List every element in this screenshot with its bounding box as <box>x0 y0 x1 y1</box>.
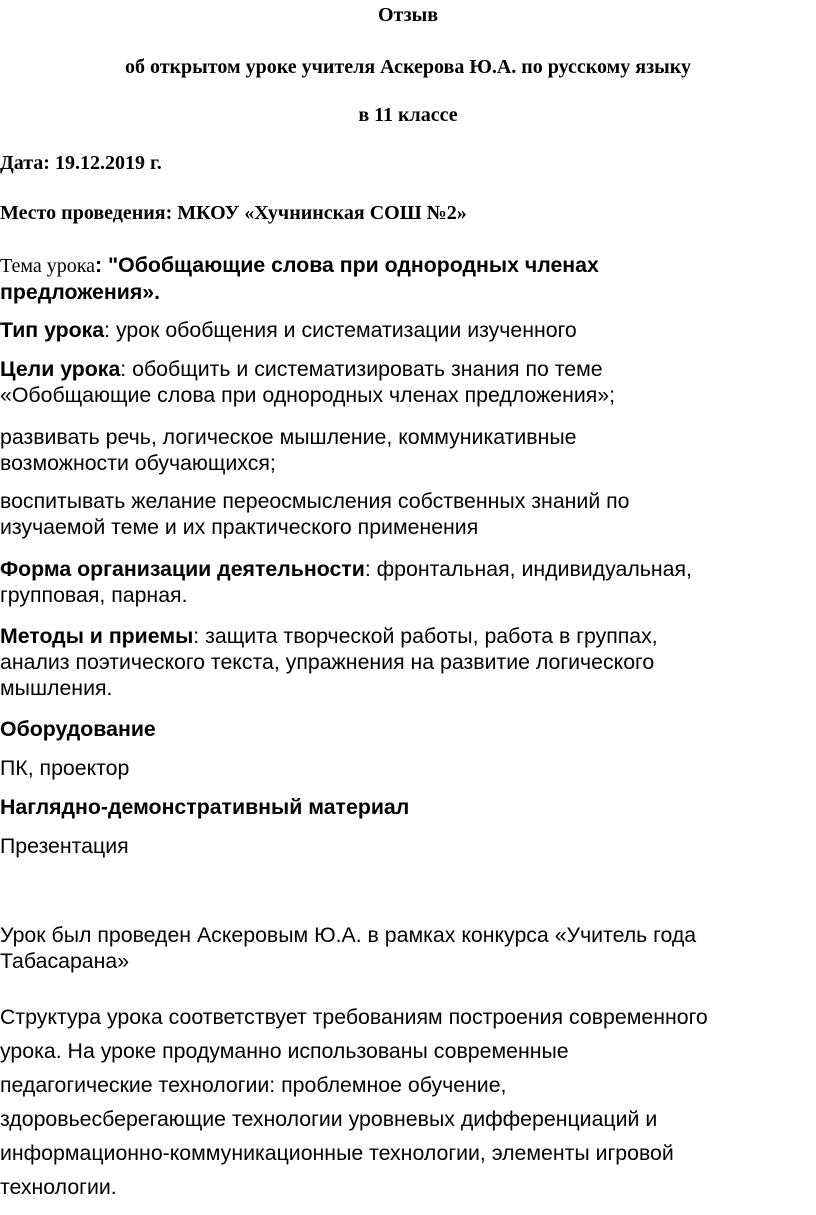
review-paragraph-1 <box>0 922 816 974</box>
form-line2: групповая, парная. <box>0 583 188 607</box>
lesson-goals <box>0 356 816 408</box>
methods-line3: мышления. <box>0 676 113 700</box>
document-class-line: в 11 классе <box>358 104 458 126</box>
methods <box>0 623 816 701</box>
topic-text-line1: "Обобщающие слова при однородных членах <box>102 253 599 277</box>
lesson-topic <box>0 252 816 305</box>
review-p1-line2: Табасарана» <box>0 949 130 973</box>
review-p2-line: педагогические технологии: проблемное обучение, <box>0 1073 507 1097</box>
equipment-label-block <box>0 716 816 742</box>
visual-material-label-block <box>0 794 816 820</box>
goal2-line2: возможности обучающихся; <box>0 451 276 475</box>
goal-2 <box>0 424 816 476</box>
review-paragraph-2 <box>0 1000 816 1204</box>
activity-form <box>0 556 816 608</box>
form-label: Форма организации деятельности <box>0 557 365 581</box>
visual-material-text-block <box>0 833 816 859</box>
review-p2-line: Структура урока соответствует требованиям построения современного <box>0 1005 708 1029</box>
document-subtitle: об открытом уроке учителя Аскерова Ю.А. по русскому языку <box>124 56 692 78</box>
goals-line2: «Обобщающие слова при однородных членах предложения»; <box>0 383 616 407</box>
review-p2-line: технологии. <box>0 1175 117 1199</box>
review-p1-line1: Урок был проведен Аскеровым Ю.А. в рамках конкурса «Учитель года <box>0 923 697 947</box>
document-title: Отзыв <box>377 4 439 26</box>
lesson-place: Место проведения: МКОУ «Хучнинская СОШ №2» <box>0 202 467 224</box>
equipment-label: Оборудование <box>0 717 156 741</box>
review-p2-line: здоровьесберегающие технологии уровневых дифференциаций и <box>0 1107 658 1131</box>
lesson-type <box>0 317 816 343</box>
goal2-line1: развивать речь, логическое мышление, коммуникативные <box>0 425 577 449</box>
lesson-date: Дата: 19.12.2019 г. <box>0 152 162 174</box>
equipment-text: ПК, проектор <box>0 756 130 780</box>
review-p2-line: информационно-коммуникационные технологии, элементы игровой <box>0 1141 674 1165</box>
methods-line1: : защита творческой работы, работа в группах, <box>193 624 658 648</box>
topic-text-line2: предложения». <box>0 280 161 304</box>
review-p2-line: урока. На уроке продуманно использованы современные <box>0 1039 569 1063</box>
goal3-line1: воспитывать желание переосмысления собственных знаний по <box>0 489 630 513</box>
goals-label: Цели урока <box>0 357 121 381</box>
lesson-type-label: Тип урока <box>0 318 105 342</box>
goal3-line2: изучаемой теме и их практического применения <box>0 515 479 539</box>
visual-material-label: Наглядно-демонстративный материал <box>0 795 410 819</box>
equipment-text-block <box>0 755 816 781</box>
form-line1: : фронтальная, индивидуальная, <box>364 557 692 581</box>
methods-line2: анализ поэтического текста, упражнения на развитие логического <box>0 650 655 674</box>
goals-line1: : обобщить и систематизировать знания по теме <box>120 357 603 381</box>
topic-colon: : <box>95 253 103 277</box>
topic-label: Тема урока <box>0 255 96 277</box>
visual-material-text: Презентация <box>0 834 129 858</box>
methods-label: Методы и приемы <box>0 624 194 648</box>
lesson-type-text: : урок обобщения и систематизации изученного <box>104 318 577 342</box>
goal-3 <box>0 488 816 540</box>
